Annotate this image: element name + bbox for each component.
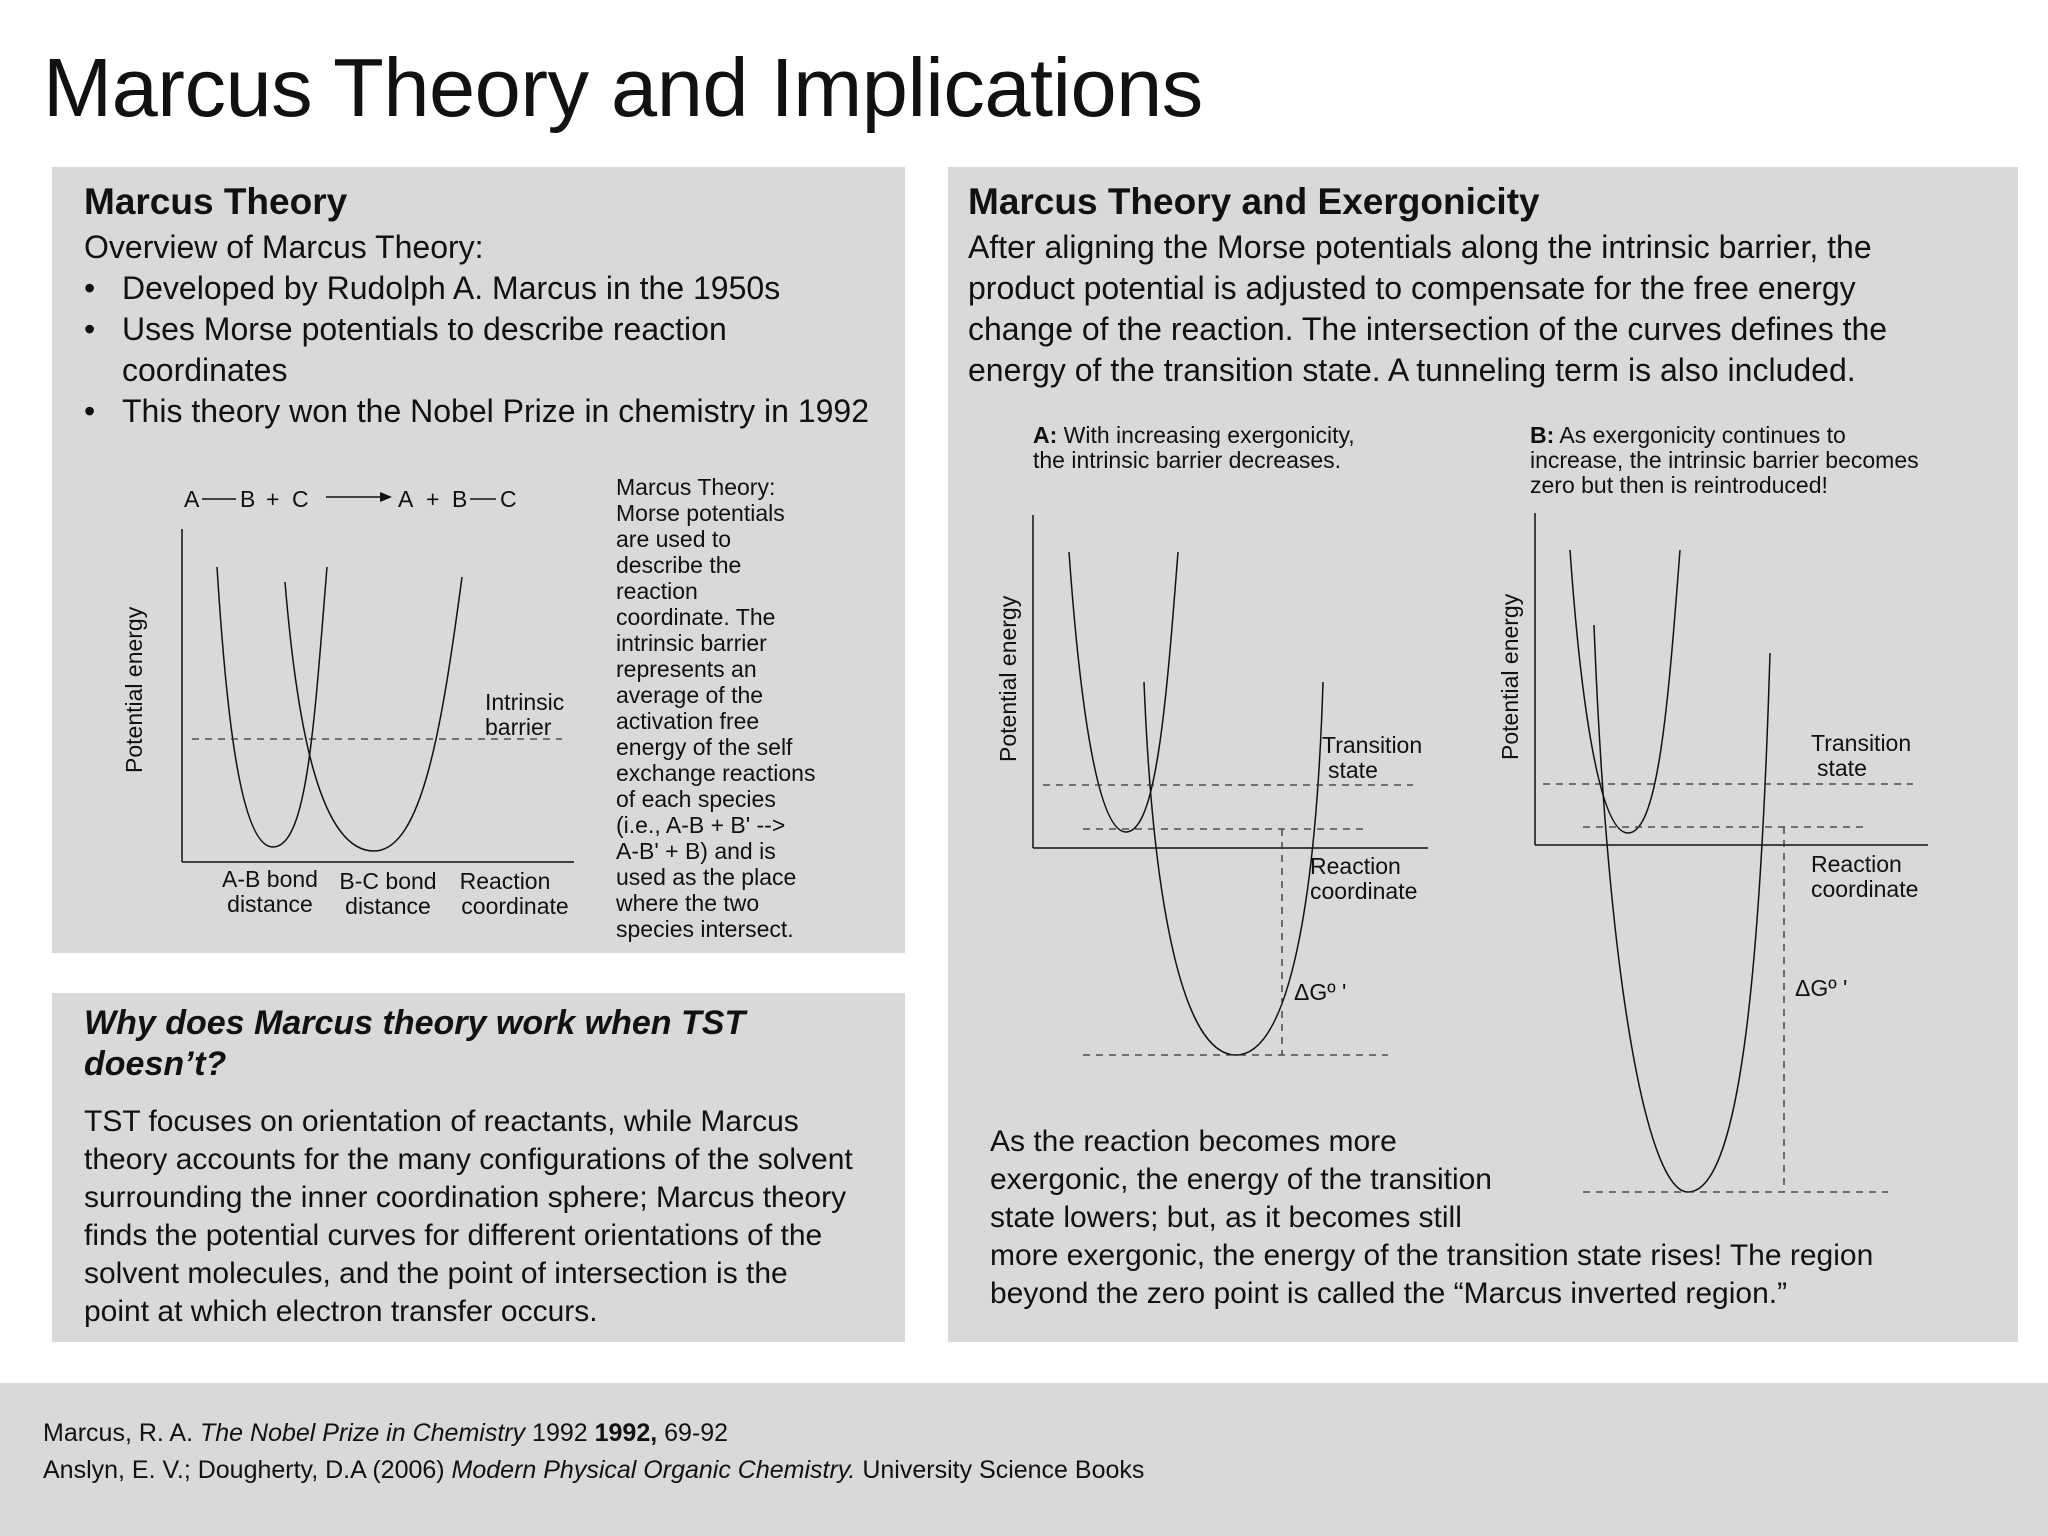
text-line: change of the reaction. The intersection of the curves defines the — [968, 311, 1888, 347]
y-axis-label: Potential energy — [1497, 593, 1523, 760]
text-line: As the reaction becomes more — [990, 1125, 1397, 1158]
caption-line: As exergonicity continues to — [1554, 422, 1846, 448]
ts-label: state — [1328, 757, 1378, 783]
marcus-theory-panel — [52, 167, 905, 953]
graph-b — [1497, 513, 1928, 1192]
references-footer — [0, 1383, 2048, 1536]
product-curve — [1594, 625, 1770, 1192]
barrier-label: Intrinsic — [485, 689, 565, 715]
ts-label: Transition — [1811, 730, 1912, 756]
text-line: surrounding the inner coordination sphere; Marcus theory — [84, 1181, 847, 1214]
reaction-plus: + — [426, 486, 440, 512]
text-line: TST focuses on orientation of reactants, while Marcus — [84, 1105, 799, 1138]
caption-line: Marcus Theory: — [616, 474, 776, 500]
caption-line: of each species — [616, 786, 776, 812]
panel-heading: Marcus Theory — [84, 181, 348, 222]
reaction-species: B — [452, 486, 468, 512]
text-line: beyond the zero point is called the “Marcus inverted region.” — [990, 1277, 1788, 1310]
caption-line: intrinsic barrier — [616, 630, 767, 656]
text-line: state lowers; but, as it becomes still — [990, 1201, 1462, 1234]
caption-line: where the two — [616, 890, 760, 916]
caption-line: activation free — [616, 708, 760, 734]
caption-line: A-B' + B) and is — [616, 838, 776, 864]
caption-line: exchange reactions — [616, 760, 816, 786]
arrow-head — [380, 492, 392, 502]
reactant-curve — [1069, 552, 1178, 832]
page-title: Marcus Theory and Implications — [43, 41, 1203, 134]
text-line: theory accounts for the many configurations of the solvent — [84, 1143, 853, 1176]
conclusion-text — [990, 1123, 1873, 1313]
graph-tag: B: — [1530, 422, 1555, 448]
caption-line: With increasing exergonicity, — [1057, 422, 1355, 448]
text-line: more exergonic, the energy of the transition state rises! The region — [990, 1239, 1874, 1272]
caption-line: species intersect. — [616, 916, 794, 942]
ab-morse-curve — [217, 567, 327, 847]
rc-label: coordinate — [1811, 876, 1919, 902]
reaction-plus: + — [266, 486, 280, 512]
question-line: Why does Marcus theory work when TST — [84, 1004, 746, 1042]
text-line: product potential is adjusted to compensate for the free energy — [968, 270, 1856, 306]
caption-line: Morse potentials — [616, 500, 785, 526]
text-line: finds the potential curves for different orientations of the — [84, 1219, 823, 1252]
ref-bold-year: 1992, — [594, 1419, 658, 1447]
rc-label: Reaction — [1310, 853, 1401, 879]
reaction-species: A — [398, 486, 414, 512]
caption-line: coordinate. The — [616, 604, 776, 630]
exergonicity-panel — [948, 167, 2018, 1342]
x-label: A-B bond — [222, 866, 318, 892]
text-line: solvent molecules, and the point of intersection is the — [84, 1257, 788, 1290]
delta-g-label: ΔGº ' — [1795, 975, 1848, 1001]
overview-intro: Overview of Marcus Theory: — [84, 229, 484, 265]
ref-publisher: University Science Books — [855, 1456, 1145, 1484]
bullet-symbol: • — [84, 393, 96, 429]
reference-1 — [43, 1419, 728, 1448]
reaction-species: C — [292, 486, 309, 512]
y-axis-label: Potential energy — [995, 595, 1021, 762]
ts-label: Transition — [1322, 732, 1423, 758]
ref-pages: 69-92 — [657, 1419, 729, 1447]
caption-line: reaction — [616, 578, 698, 604]
caption-line: increase, the intrinsic barrier becomes — [1530, 447, 1919, 473]
reactant-curve — [1570, 550, 1680, 833]
text-line: exergonic, the energy of the transition — [990, 1163, 1492, 1196]
rc-label: coordinate — [1310, 878, 1418, 904]
x-label: Reaction — [459, 868, 551, 894]
reaction-species: B — [240, 486, 256, 512]
caption-line: the intrinsic barrier decreases. — [1033, 447, 1342, 473]
text-line: point at which electron transfer occurs. — [84, 1295, 598, 1328]
question-heading — [84, 1003, 745, 1085]
caption-line: represents an — [616, 656, 757, 682]
ref-book: Modern Physical Organic Chemistry. — [451, 1456, 856, 1484]
x-label: distance — [227, 891, 313, 917]
bullet-symbol: • — [84, 311, 96, 347]
diagram-caption — [616, 474, 896, 942]
text-line: energy of the transition state. A tunneling term is also included. — [968, 352, 1856, 388]
ref-year: 1992 — [525, 1419, 595, 1447]
reference-2 — [43, 1456, 1144, 1485]
x-label: B-C bond — [339, 868, 437, 894]
caption-line: energy of the self — [616, 734, 793, 760]
caption-line: average of the — [616, 682, 764, 708]
bullet-text: Developed by Rudolph A. Marcus in the 1950s — [122, 270, 781, 306]
bullet-text: This theory won the Nobel Prize in chemistry in 1992 — [122, 393, 870, 429]
y-axis-label: Potential energy — [121, 606, 147, 773]
text-line: After aligning the Morse potentials along the intrinsic barrier, the — [968, 229, 1872, 265]
caption-line: describe the — [616, 552, 742, 578]
delta-g-label: ΔGº ' — [1294, 979, 1347, 1005]
panel-heading: Marcus Theory and Exergonicity — [968, 181, 1540, 222]
caption-line: are used to — [616, 526, 732, 552]
reaction-species: A — [184, 486, 200, 512]
bullet-symbol: • — [84, 270, 96, 306]
graph-tag: A: — [1033, 422, 1058, 448]
x-label: coordinate — [461, 893, 569, 919]
bc-morse-curve — [285, 577, 462, 851]
barrier-label: barrier — [485, 714, 552, 740]
caption-line: zero but then is reintroduced! — [1530, 472, 1828, 498]
graph-a — [995, 515, 1428, 1055]
caption-line: used as the place — [616, 864, 797, 890]
ref-authors: Anslyn, E. V.; Dougherty, D.A (2006) — [43, 1456, 452, 1484]
bullet-text: Uses Morse potentials to describe reaction coordinates — [122, 311, 727, 388]
reaction-species: C — [500, 486, 517, 512]
caption-line: (i.e., A-B + B' --> — [616, 812, 786, 838]
explanation-text — [84, 1103, 853, 1331]
why-marcus-works-panel — [52, 993, 905, 1342]
rc-label: Reaction — [1811, 851, 1902, 877]
x-label: distance — [345, 893, 431, 919]
ref-source: The Nobel Prize in Chemistry — [199, 1419, 526, 1447]
ref-authors: Marcus, R. A. — [43, 1419, 200, 1447]
ts-label: state — [1817, 755, 1867, 781]
question-line: doesn’t? — [84, 1045, 227, 1083]
